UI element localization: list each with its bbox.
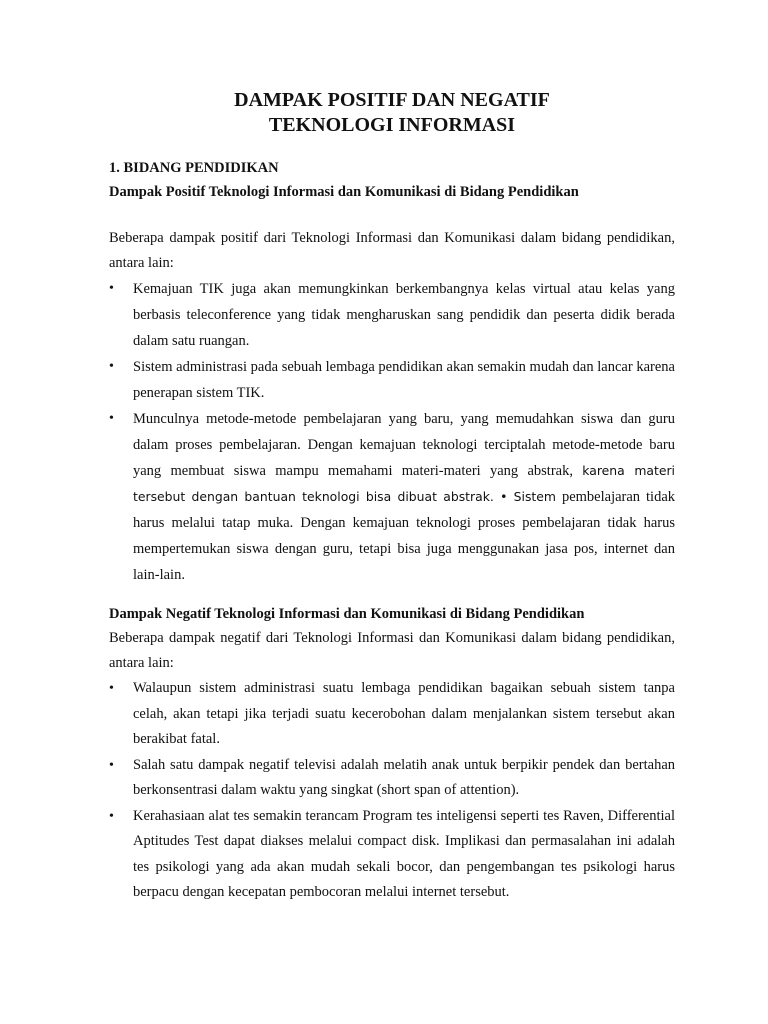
list-item-text: Kerahasiaan alat tes semakin terancam Program tes inteligensi seperti tes Raven, Differential Aptitudes Test dapat diakses melalui compact disk. Implikasi dan permasalahan ini adalah tes psikologi yang ada akan mudah sekali bocor, dan pengembangan tes psikologi harus berpacu dengan kecepatan pembocoran melalui internet tersebut.: [133, 807, 675, 900]
list-item-text: Munculnya metode-metode pembelajaran yang baru, yang memudahkan siswa dan guru dalam proses pembelajaran. Dengan kemajuan teknologi terciptalah metode-metode baru yang membuat siswa mampu memahami materi-materi yang abstrak,: [133, 411, 675, 479]
bullet-icon: •: [109, 757, 114, 773]
document-title: [109, 0, 675, 138]
bullet-icon: •: [109, 281, 114, 296]
section-heading-pendidikan: 1. BIDANG PENDIDIKAN: [109, 160, 279, 176]
document-page: [109, 0, 675, 906]
negative-impact-heading: Dampak Negatif Teknologi Informasi dan Komunikasi di Bidang Pendidikan: [109, 606, 585, 622]
list-item-text-mixed-font: karena materi tersebut dengan bantuan teknologi bisa dibuat abstrak. • Sistem: [133, 463, 676, 504]
positive-impact-list: [109, 276, 675, 588]
bullet-icon: •: [109, 681, 114, 696]
list-item-text: Salah satu dampak negatif televisi adalah melatih anak untuk berpikir pendek dan bertahan berkonsentrasi dalam waktu yang singkat (short span of attention).: [133, 756, 675, 798]
negative-intro-paragraph: Beberapa dampak negatif dari Teknologi Informasi dan Komunikasi dalam bidang pendidikan, antara lain:: [109, 630, 675, 671]
list-item-text: pembelajaran tidak harus melalui tatap muka. Dengan kemajuan teknologi proses pembelajaran tidak harus mempertemukan siswa dengan guru, tetapi bisa juga menggunakan jasa pos, internet dan lain-lain.: [133, 489, 676, 583]
positive-impact-heading: Dampak Positif Teknologi Informasi dan Komunikasi di Bidang Pendidikan: [109, 184, 579, 200]
bullet-icon: •: [109, 359, 114, 374]
list-item-text: Walaupun sistem administrasi suatu lembaga pendidikan bagaikan sebuah sistem tanpa celah, akan tetapi jika terjadi suatu kecerobohan dalam menjalankan sistem tersebut akan berakibat fatal.: [133, 680, 675, 747]
list-item: [109, 354, 675, 406]
list-item-text: Kemajuan TIK juga akan memungkinkan berkembangnya kelas virtual atau kelas yang berbasis teleconference yang tidak mengharuskan sang pendidik dan peserta didik berada dalam satu ruangan.: [133, 281, 675, 349]
negative-impact-list: [109, 676, 675, 906]
list-item-text: Sistem administrasi pada sebuah lembaga pendidikan akan semakin mudah dan lancar karena penerapan sistem TIK.: [133, 359, 675, 401]
list-item: [109, 406, 675, 588]
list-item: [109, 804, 675, 906]
list-item: [109, 676, 675, 753]
list-item: [109, 276, 675, 354]
bullet-icon: •: [109, 411, 114, 426]
list-item: [109, 753, 675, 804]
title-line-1: DAMPAK POSITIF DAN NEGATIF: [234, 89, 550, 111]
title-line-2: TEKNOLOGI INFORMASI: [268, 114, 516, 136]
bullet-icon: •: [109, 808, 114, 824]
positive-intro-paragraph: Beberapa dampak positif dari Teknologi Informasi dan Komunikasi dalam bidang pendidikan, antara lain:: [109, 230, 675, 271]
